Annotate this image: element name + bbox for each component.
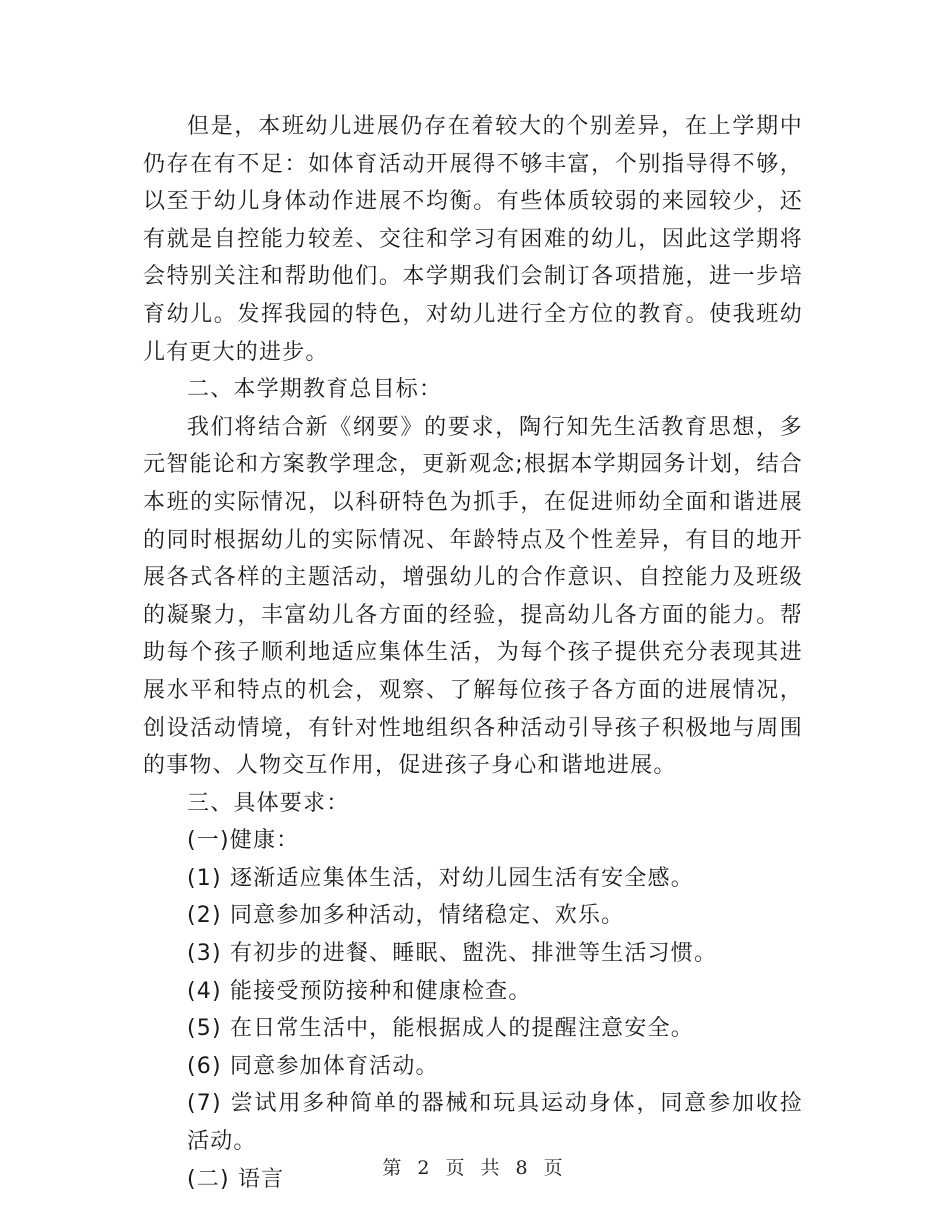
paragraph-intro: 但是，本班幼儿进展仍存在着较大的个别差异，在上学期中仍存在有不足：如体育活动开展得不够丰富，个别指导得不够，以至于幼儿身体动作进展不均衡。有些体质较弱的来园较少，还有就是自控能力较差、交往和学习有困难的幼儿，因此这学期将会特别关注和帮助他们。本学期我们会制订各项措施，进一步培育幼儿。发挥我园的特色，对幼儿进行全方位的教育。使我班幼儿有更大的进步。 (143, 114, 803, 365)
list-item: (7) 尝试用多种简单的器械和玩具运动身体，同意参加收捡活动。 (187, 1091, 803, 1155)
page-number-footer: 第 2 页 共 8 页 (382, 1157, 568, 1179)
list-item: (5) 在日常生活中，能根据成人的提醒注意安全。 (187, 1016, 694, 1042)
paragraph-goals: 我们将结合新《纲要》的要求，陶行知先生活教育思想，多元智能论和方案教学理念，更新观念;根据本学期园务计划，结合本班的实际情况，以科研特色为抓手，在促进师幼全面和谐进展的同时根据幼儿的实际情况、年龄特点及个性差异，有目的地开展各式各样的主题活动，增强幼儿的合作意识、自控能力及班级的凝聚力，丰富幼儿各方面的经验，提高幼儿各方面的能力。帮助每个孩子顺利地适应集体生活，为每个孩子提供充分表现其进展水平和特点的机会，观察、了解每位孩子各方面的进展情况，创设活动情境，有针对性地组织各种活动引导孩子积极地与周围的事物、人物交互作用，促进孩子身心和谐地进展。 (143, 414, 803, 779)
list-item: (2) 同意参加多种活动，情绪稳定、欢乐。 (187, 903, 625, 929)
list-item: (3) 有初步的进餐、睡眠、盥洗、排泄等生活习惯。 (187, 941, 718, 967)
list-item: (4) 能接受预防接种和健康检查。 (187, 978, 532, 1004)
list-item: (1) 逐渐适应集体生活，对幼儿园生活有安全感。 (187, 865, 694, 891)
subsection-heading-health: (一)健康： (187, 828, 300, 854)
section-heading-goals: 二、本学期教育总目标： (187, 377, 443, 403)
document-body (143, 108, 803, 1198)
subsection-heading-language: (二) 语言 (187, 1166, 285, 1192)
list-item: (6) 同意参加体育活动。 (187, 1053, 439, 1079)
section-heading-requirements: 三、具体要求： (187, 790, 350, 816)
